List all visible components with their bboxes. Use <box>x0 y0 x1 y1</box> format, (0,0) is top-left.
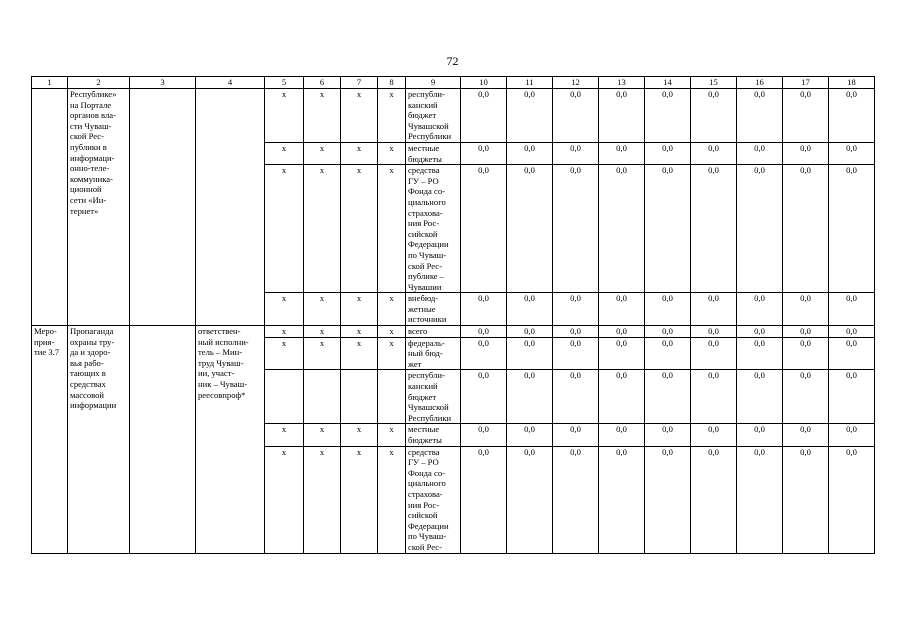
cell-line: ГУ – РО <box>408 175 439 186</box>
column-number: 1 <box>32 77 68 89</box>
value-cell: 0,0 <box>507 370 553 424</box>
value-cell: 0,0 <box>553 142 599 164</box>
value-cell: 0,0 <box>737 337 783 370</box>
table-row <box>32 89 875 143</box>
value-cell: 0,0 <box>645 370 691 424</box>
cell-line: по Чуваш- <box>408 249 447 260</box>
value-cell: 0,0 <box>783 446 829 553</box>
value-cell: 0,0 <box>783 326 829 338</box>
cell-line: Республике» <box>70 89 117 99</box>
value-cell: 0,0 <box>553 446 599 553</box>
cell-line: онно-теле- <box>70 163 110 174</box>
event-number-cell <box>32 89 68 326</box>
cell-line: ный бюд- <box>408 348 443 359</box>
coexecutor-cell <box>130 89 196 326</box>
value-cell: 0,0 <box>737 370 783 424</box>
cell-line: публики в <box>70 141 107 152</box>
value-cell: 0,0 <box>737 165 783 293</box>
value-cell: 0,0 <box>737 446 783 553</box>
cell-line: тель – Мин- <box>198 347 243 358</box>
cell-line: внебюд- <box>408 293 439 304</box>
marker-cell: х <box>304 293 341 326</box>
marker-cell: х <box>378 326 406 338</box>
cell-line: бюджеты <box>408 435 442 445</box>
funding-source-cell <box>406 293 461 326</box>
marker-cell: х <box>265 424 304 446</box>
value-cell: 0,0 <box>829 370 875 424</box>
executor-cell <box>196 326 265 553</box>
marker-cell: х <box>304 89 341 143</box>
marker-cell: х <box>265 165 304 293</box>
value-cell: 0,0 <box>645 424 691 446</box>
table-row <box>32 326 875 338</box>
value-cell: 0,0 <box>599 370 645 424</box>
column-number: 13 <box>599 77 645 89</box>
cell-line: республи- <box>408 370 445 381</box>
value-cell: 0,0 <box>461 337 507 370</box>
marker-cell: х <box>304 142 341 164</box>
value-cell: 0,0 <box>507 337 553 370</box>
column-number: 5 <box>265 77 304 89</box>
value-cell: 0,0 <box>829 142 875 164</box>
marker-cell: х <box>378 293 406 326</box>
value-cell: 0,0 <box>599 89 645 143</box>
funding-source-cell <box>406 446 461 553</box>
marker-cell: х <box>341 446 378 553</box>
cell-line: канский <box>408 99 438 110</box>
marker-cell: х <box>341 142 378 164</box>
column-number: 17 <box>783 77 829 89</box>
cell-line: массовой <box>70 389 105 400</box>
cell-line: ответствен- <box>198 326 241 337</box>
cell-line: циального <box>408 196 446 207</box>
marker-cell <box>265 370 304 424</box>
funding-source-cell <box>406 89 461 143</box>
value-cell: 0,0 <box>461 142 507 164</box>
value-cell: 0,0 <box>737 293 783 326</box>
value-cell: 0,0 <box>737 89 783 143</box>
marker-cell: х <box>378 424 406 446</box>
value-cell: 0,0 <box>783 165 829 293</box>
column-number: 7 <box>341 77 378 89</box>
value-cell: 0,0 <box>691 293 737 326</box>
funding-source-cell <box>406 165 461 293</box>
cell-line: сети «Ин- <box>70 194 107 205</box>
marker-cell: х <box>378 446 406 553</box>
marker-cell: х <box>341 165 378 293</box>
column-number: 9 <box>406 77 461 89</box>
marker-cell: х <box>378 337 406 370</box>
value-cell: 0,0 <box>691 89 737 143</box>
column-number: 11 <box>507 77 553 89</box>
cell-line: органов вла- <box>70 110 116 121</box>
value-cell: 0,0 <box>645 293 691 326</box>
cell-line: страхова- <box>408 207 443 218</box>
budget-table <box>31 76 875 554</box>
column-number: 16 <box>737 77 783 89</box>
value-cell: 0,0 <box>553 370 599 424</box>
cell-line: ный исполни- <box>198 336 249 347</box>
value-cell: 0,0 <box>829 326 875 338</box>
value-cell: 0,0 <box>783 424 829 446</box>
column-number: 2 <box>68 77 130 89</box>
funding-source-cell <box>406 424 461 446</box>
value-cell: 0,0 <box>645 165 691 293</box>
cell-line: коммуника- <box>70 173 113 184</box>
cell-line: Республики <box>408 131 452 142</box>
value-cell: 0,0 <box>599 326 645 338</box>
value-cell: 0,0 <box>553 165 599 293</box>
marker-cell: х <box>304 337 341 370</box>
value-cell: 0,0 <box>829 293 875 326</box>
marker-cell: х <box>304 446 341 553</box>
marker-cell <box>378 370 406 424</box>
column-number: 15 <box>691 77 737 89</box>
value-cell: 0,0 <box>507 326 553 338</box>
value-cell: 0,0 <box>461 89 507 143</box>
value-cell: 0,0 <box>599 142 645 164</box>
cell-line: Чувашской <box>408 120 449 131</box>
value-cell: 0,0 <box>507 446 553 553</box>
column-number: 10 <box>461 77 507 89</box>
cell-line: информаци- <box>70 152 115 163</box>
marker-cell: х <box>304 424 341 446</box>
cell-line: бюджет <box>408 110 437 121</box>
value-cell: 0,0 <box>691 370 737 424</box>
value-cell: 0,0 <box>691 424 737 446</box>
value-cell: 0,0 <box>783 370 829 424</box>
value-cell: 0,0 <box>645 326 691 338</box>
column-number: 6 <box>304 77 341 89</box>
cell-line: местные <box>408 424 440 435</box>
value-cell: 0,0 <box>461 424 507 446</box>
cell-line: средствах <box>70 379 106 390</box>
cell-line: прия- <box>34 336 55 347</box>
cell-line: канский <box>408 381 438 392</box>
value-cell: 0,0 <box>599 165 645 293</box>
cell-line: Федерации <box>408 239 449 250</box>
column-number: 3 <box>130 77 196 89</box>
column-number: 18 <box>829 77 875 89</box>
cell-line: Пропаганда <box>70 326 114 337</box>
cell-line: страхова- <box>408 488 443 499</box>
cell-line: сти Чуваш- <box>70 120 112 131</box>
column-number: 12 <box>553 77 599 89</box>
cell-line: Фонда со- <box>408 467 445 478</box>
funding-source-cell <box>406 370 461 424</box>
marker-cell: х <box>341 424 378 446</box>
cell-line: ник – Чуваш- <box>198 379 248 390</box>
cell-line: ской Рес- <box>408 260 442 271</box>
cell-line: на Портале <box>70 99 112 110</box>
cell-line: всего <box>408 326 428 337</box>
marker-cell: х <box>265 89 304 143</box>
cell-line: по Чуваш- <box>408 531 447 542</box>
column-number: 8 <box>378 77 406 89</box>
cell-line: источники <box>408 314 447 325</box>
value-cell: 0,0 <box>829 446 875 553</box>
marker-cell: х <box>341 293 378 326</box>
marker-cell: х <box>378 89 406 143</box>
event-name-cell <box>68 326 130 553</box>
cell-line: бюджет <box>408 391 437 402</box>
cell-line: Чувашии <box>408 281 442 292</box>
cell-line: средства <box>408 165 440 176</box>
value-cell: 0,0 <box>829 165 875 293</box>
value-cell: 0,0 <box>599 424 645 446</box>
value-cell: 0,0 <box>829 89 875 143</box>
value-cell: 0,0 <box>507 142 553 164</box>
cell-line: да и здоро- <box>70 347 111 358</box>
cell-line: Фонда со- <box>408 186 445 197</box>
marker-cell: х <box>378 165 406 293</box>
cell-line: средства <box>408 446 440 457</box>
header-row <box>32 77 875 89</box>
cell-line: тающих в <box>70 368 106 379</box>
value-cell: 0,0 <box>737 142 783 164</box>
value-cell: 0,0 <box>783 89 829 143</box>
value-cell: 0,0 <box>553 293 599 326</box>
cell-line: ской Рес- <box>70 131 104 142</box>
value-cell: 0,0 <box>691 142 737 164</box>
value-cell: 0,0 <box>645 337 691 370</box>
cell-line: Чувашской <box>408 402 449 413</box>
cell-line: ционной <box>70 184 102 195</box>
event-name-cell <box>68 89 130 326</box>
cell-line: публике – <box>408 271 445 282</box>
cell-line: ии, участ- <box>198 368 235 379</box>
cell-line: местные <box>408 142 440 153</box>
cell-line: информации <box>70 400 117 411</box>
value-cell: 0,0 <box>783 142 829 164</box>
marker-cell: х <box>378 142 406 164</box>
marker-cell <box>341 370 378 424</box>
value-cell: 0,0 <box>645 142 691 164</box>
funding-source-cell <box>406 337 461 370</box>
cell-line: тернет» <box>70 205 99 216</box>
cell-line: сийской <box>408 228 438 239</box>
cell-line: республи- <box>408 89 445 99</box>
cell-line: федераль- <box>408 337 445 348</box>
value-cell: 0,0 <box>691 165 737 293</box>
cell-line: ГУ – РО <box>408 457 439 468</box>
value-cell: 0,0 <box>599 337 645 370</box>
value-cell: 0,0 <box>507 424 553 446</box>
value-cell: 0,0 <box>691 446 737 553</box>
marker-cell: х <box>304 165 341 293</box>
value-cell: 0,0 <box>553 424 599 446</box>
cell-line: жетные <box>408 303 436 314</box>
value-cell: 0,0 <box>553 89 599 143</box>
funding-source-cell <box>406 142 461 164</box>
value-cell: 0,0 <box>783 337 829 370</box>
column-number: 4 <box>196 77 265 89</box>
value-cell: 0,0 <box>461 446 507 553</box>
cell-line: жет <box>408 358 422 369</box>
value-cell: 0,0 <box>829 424 875 446</box>
cell-line: тие 3.7 <box>34 347 60 358</box>
marker-cell <box>304 370 341 424</box>
marker-cell: х <box>341 326 378 338</box>
cell-line: сийской <box>408 510 438 521</box>
value-cell: 0,0 <box>507 165 553 293</box>
value-cell: 0,0 <box>691 337 737 370</box>
cell-line: охраны тру- <box>70 336 115 347</box>
marker-cell: х <box>341 337 378 370</box>
marker-cell: х <box>265 142 304 164</box>
marker-cell: х <box>341 89 378 143</box>
value-cell: 0,0 <box>783 293 829 326</box>
marker-cell: х <box>265 326 304 338</box>
cell-line: вья рабо- <box>70 357 104 368</box>
value-cell: 0,0 <box>461 165 507 293</box>
cell-line: ния Рос- <box>408 218 440 229</box>
cell-line: Федерации <box>408 520 449 531</box>
value-cell: 0,0 <box>507 89 553 143</box>
value-cell: 0,0 <box>737 326 783 338</box>
marker-cell: х <box>265 446 304 553</box>
cell-line: труд Чуваш- <box>198 357 244 368</box>
marker-cell: х <box>265 293 304 326</box>
value-cell: 0,0 <box>737 424 783 446</box>
value-cell: 0,0 <box>645 446 691 553</box>
value-cell: 0,0 <box>553 337 599 370</box>
cell-line: ской Рес- <box>408 541 442 552</box>
cell-line: циального <box>408 478 446 489</box>
cell-line: бюджеты <box>408 153 442 164</box>
page-number: 72 <box>446 54 459 68</box>
value-cell: 0,0 <box>829 337 875 370</box>
value-cell: 0,0 <box>553 326 599 338</box>
value-cell: 0,0 <box>599 293 645 326</box>
column-number: 14 <box>645 77 691 89</box>
cell-line: Меро- <box>34 326 57 337</box>
cell-line: Республики <box>408 412 452 423</box>
value-cell: 0,0 <box>691 326 737 338</box>
executor-cell <box>196 89 265 326</box>
marker-cell: х <box>304 326 341 338</box>
value-cell: 0,0 <box>507 293 553 326</box>
event-number-cell <box>32 326 68 553</box>
value-cell: 0,0 <box>461 326 507 338</box>
funding-source-cell <box>406 326 461 338</box>
cell-line: реесовпроф* <box>198 389 246 400</box>
cell-line: ния Рос- <box>408 499 440 510</box>
marker-cell: х <box>265 337 304 370</box>
coexecutor-cell <box>130 326 196 553</box>
value-cell: 0,0 <box>461 370 507 424</box>
value-cell: 0,0 <box>645 89 691 143</box>
value-cell: 0,0 <box>461 293 507 326</box>
value-cell: 0,0 <box>599 446 645 553</box>
